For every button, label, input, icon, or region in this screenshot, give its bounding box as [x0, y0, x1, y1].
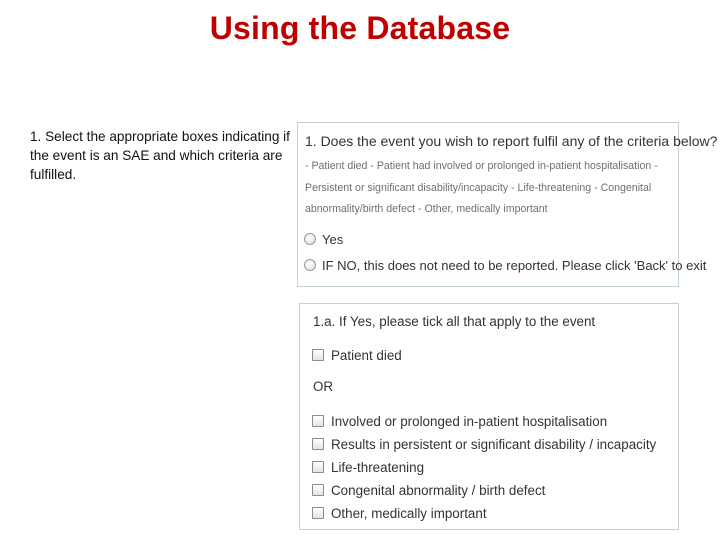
- radio-option-yes[interactable]: [304, 230, 343, 248]
- checkbox-label: Involved or prolonged in-patient hospitalisation: [331, 413, 608, 429]
- checkbox-congenital-abnormality[interactable]: [312, 481, 545, 499]
- checkbox-label: Results in persistent or significant disability / incapacity: [331, 436, 657, 452]
- checkbox-disability[interactable]: [312, 435, 656, 453]
- checkbox[interactable]: [312, 349, 324, 361]
- radio-button[interactable]: [304, 259, 316, 271]
- or-separator: OR: [313, 379, 334, 394]
- checkbox-life-threatening[interactable]: [312, 458, 424, 476]
- checkbox-hospitalisation[interactable]: [312, 412, 607, 430]
- radio-button[interactable]: [304, 233, 316, 245]
- checkbox[interactable]: [312, 484, 324, 496]
- checkbox-patient-died[interactable]: [312, 346, 402, 364]
- radio-label-no: IF NO, this does not need to be reported. Please click 'Back' to exit: [322, 257, 707, 273]
- question-1a-label: 1.a. If Yes, please tick all that apply to the event: [313, 314, 596, 329]
- checkbox-label: Life-threatening: [331, 459, 425, 475]
- question-1-label: 1. Does the event you wish to report fulfil any of the criteria below?: [305, 133, 718, 149]
- checkbox-label: Patient died: [331, 347, 402, 363]
- instruction-text: 1. Select the appropriate boxes indicating if the event is an SAE and which criteria are fulfilled.: [30, 129, 290, 182]
- checkbox-label: Other, medically important: [331, 505, 487, 521]
- radio-option-no[interactable]: [304, 256, 706, 274]
- slide-title: Using the Database: [209, 10, 511, 46]
- checkbox[interactable]: [312, 415, 324, 427]
- checkbox[interactable]: [312, 461, 324, 473]
- radio-label-yes: Yes: [322, 231, 344, 247]
- sae-question-panel: [297, 122, 718, 287]
- checkbox[interactable]: [312, 438, 324, 450]
- checkbox-medically-important[interactable]: [312, 504, 487, 522]
- sae-criteria-panel: [299, 303, 679, 530]
- checkbox-label: Congenital abnormality / birth defect: [331, 482, 546, 498]
- checkbox[interactable]: [312, 507, 324, 519]
- question-1-description: - Patient died - Patient had involved or prolonged in-patient hospitalisation - Persistent or significant disability/incapacity - Life-threatening - Congenital abnormality/birth defect - Other, medically important: [305, 160, 658, 215]
